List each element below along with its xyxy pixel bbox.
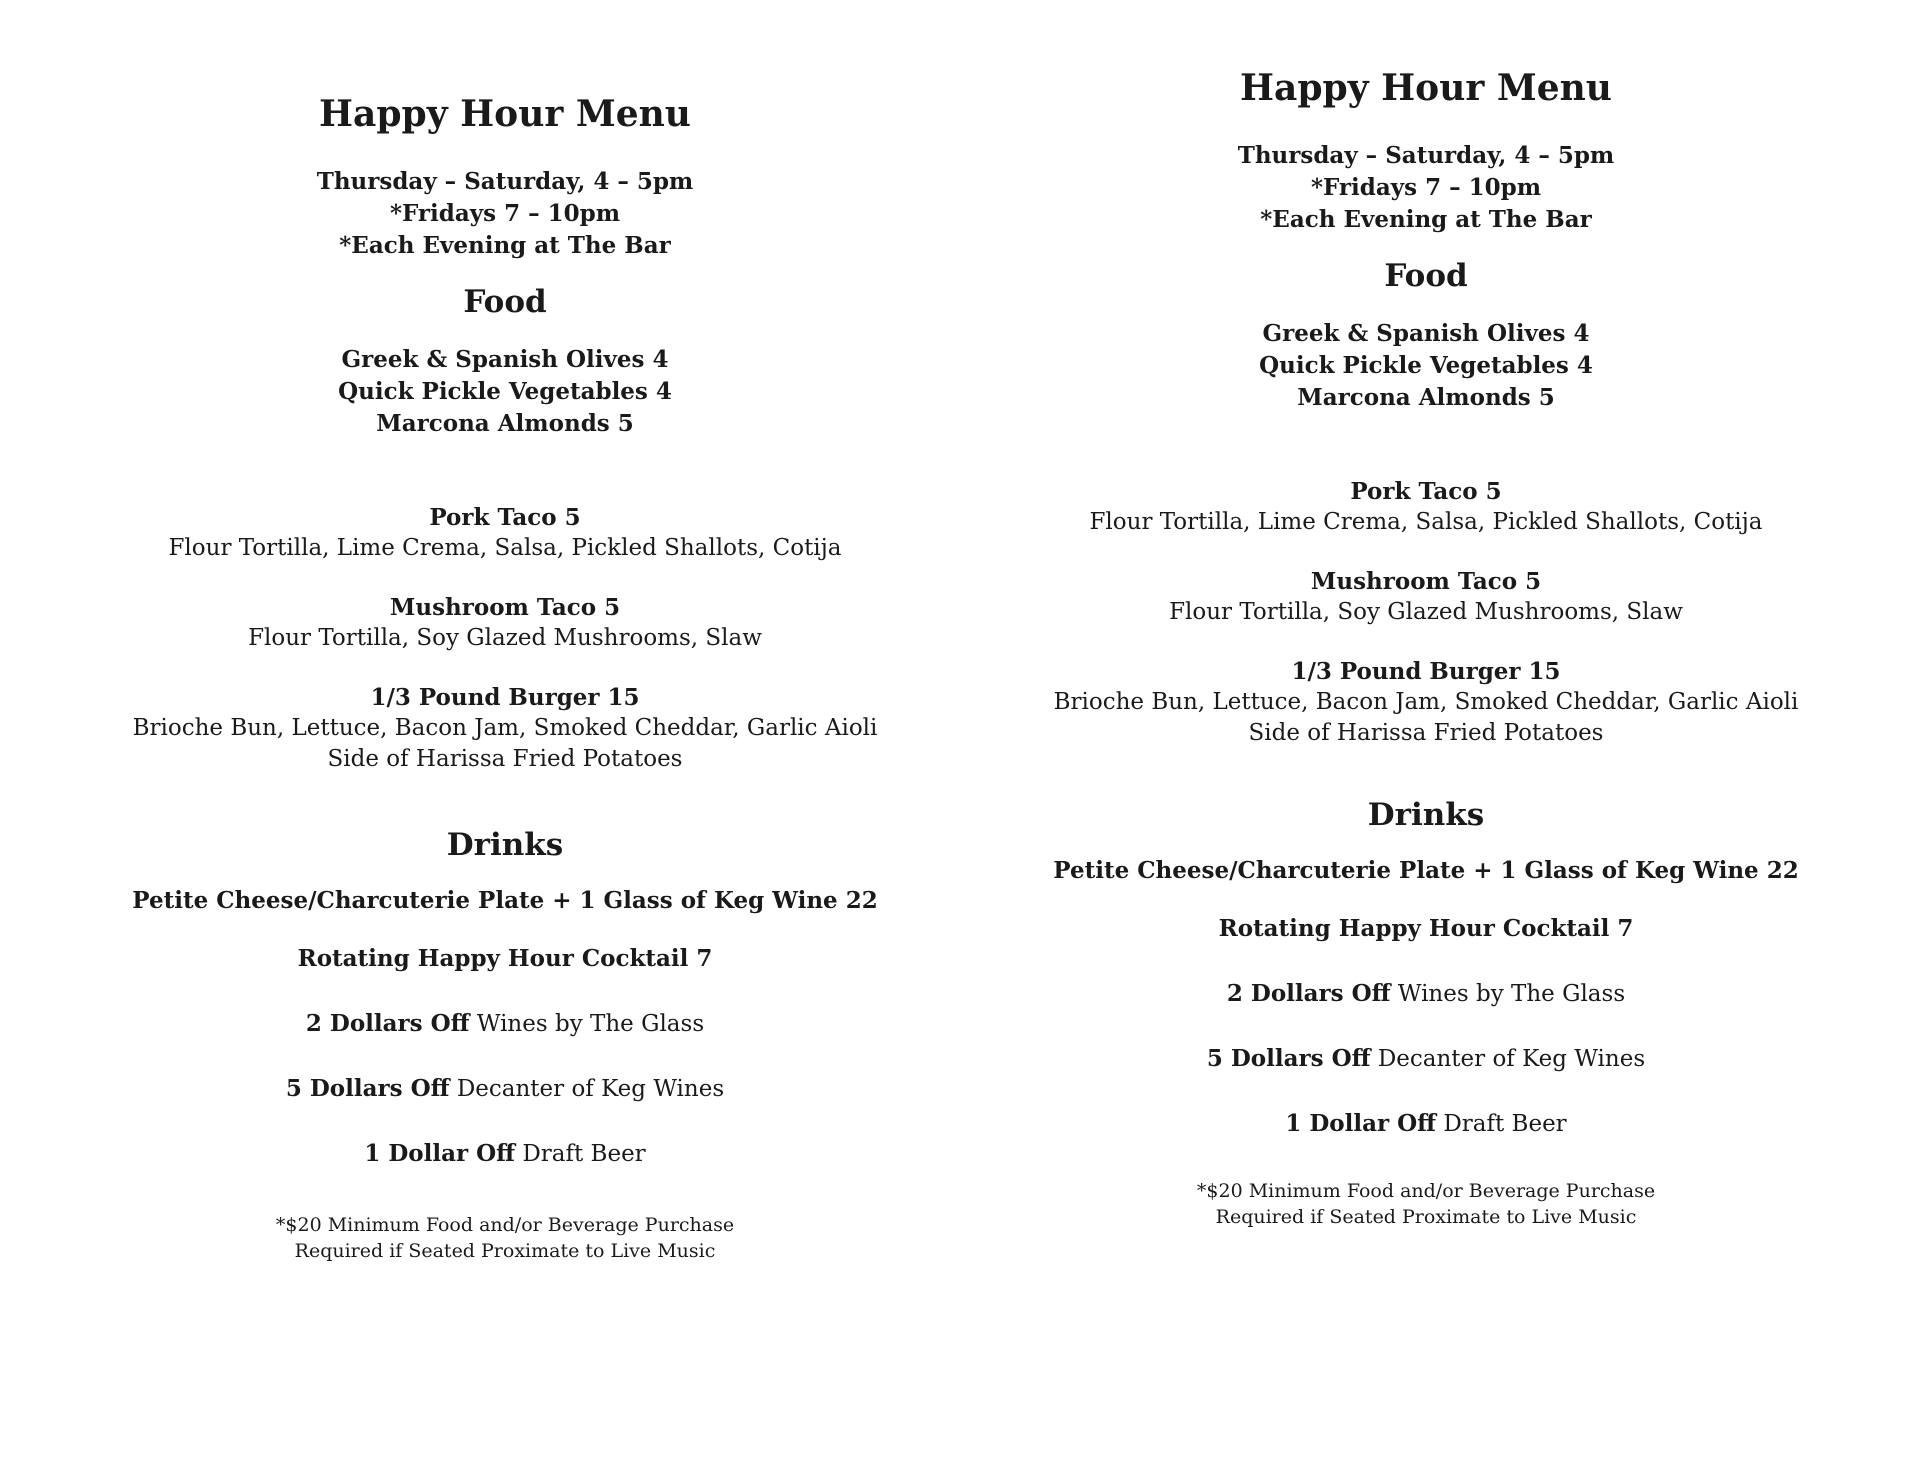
drink-item-rest: Draft Beer <box>515 1141 646 1167</box>
drink-item-bold: Petite Cheese/Charcuterie Plate + 1 Glass of Keg Wine 22 <box>132 887 878 914</box>
drinks-heading: Drinks <box>1367 797 1485 833</box>
menu-item-burger <box>1046 656 1806 749</box>
drink-item-rest: Decanter of Keg Wines <box>449 1076 725 1102</box>
schedule-line: *Fridays 7 – 10pm <box>389 200 621 227</box>
drink-item-bold: 2 Dollars Off <box>1226 980 1391 1007</box>
item-description: Brioche Bun, Lettuce, Bacon Jam, Smoked Cheddar, Garlic Aioli <box>1053 689 1799 715</box>
item-description: Flour Tortilla, Lime Crema, Salsa, Pickled Shallots, Cotija <box>1089 509 1763 535</box>
fine-print <box>1046 1178 1806 1230</box>
menu-item-mushroom-taco <box>1046 566 1806 628</box>
drink-item <box>125 943 885 975</box>
menu-item-pork-taco <box>1046 476 1806 538</box>
menu-item-pork-taco <box>125 502 885 564</box>
drink-item <box>125 885 885 917</box>
schedule-line: *Fridays 7 – 10pm <box>1310 174 1542 201</box>
snack-list <box>1046 318 1806 414</box>
schedule <box>125 166 885 262</box>
drink-item-bold: Rotating Happy Hour Cocktail 7 <box>297 945 713 972</box>
drink-item-rest: Wines by The Glass <box>469 1011 705 1037</box>
fine-print-line: Required if Seated Proximate to Live Music <box>294 1240 716 1262</box>
schedule-line: *Each Evening at The Bar <box>339 232 671 259</box>
menu-item-mushroom-taco <box>125 592 885 654</box>
item-name: Pork Taco 5 <box>429 504 581 531</box>
menu-title: Happy Hour Menu <box>319 93 691 135</box>
menu-item-burger <box>125 682 885 775</box>
snack-item: Greek & Spanish Olives 4 <box>1262 320 1590 347</box>
schedule-line: Thursday – Saturday, 4 – 5pm <box>1237 142 1615 169</box>
item-description: Side of Harissa Fried Potatoes <box>327 746 683 772</box>
drink-item <box>1046 978 1806 1010</box>
item-name: 1/3 Pound Burger 15 <box>1291 658 1561 685</box>
schedule <box>1046 140 1806 236</box>
item-name: Pork Taco 5 <box>1350 478 1502 505</box>
item-description: Flour Tortilla, Soy Glazed Mushrooms, Slaw <box>248 625 762 651</box>
item-description: Flour Tortilla, Soy Glazed Mushrooms, Slaw <box>1169 599 1683 625</box>
drink-item <box>1046 1108 1806 1140</box>
drink-item-bold: 1 Dollar Off <box>1285 1110 1437 1137</box>
item-name: 1/3 Pound Burger 15 <box>370 684 640 711</box>
fine-print-line: *$20 Minimum Food and/or Beverage Purchase <box>1196 1180 1656 1202</box>
drink-item-rest: Decanter of Keg Wines <box>1370 1046 1646 1072</box>
menu-page-right <box>1046 62 1806 1230</box>
drink-item-bold: Petite Cheese/Charcuterie Plate + 1 Glass of Keg Wine 22 <box>1053 857 1799 884</box>
drink-item <box>1046 913 1806 945</box>
drink-item <box>1046 1043 1806 1075</box>
item-name: Mushroom Taco 5 <box>389 594 621 621</box>
fine-print-line: *$20 Minimum Food and/or Beverage Purchase <box>275 1214 735 1236</box>
snack-item: Quick Pickle Vegetables 4 <box>1259 352 1593 379</box>
snack-list <box>125 344 885 440</box>
schedule-line: *Each Evening at The Bar <box>1260 206 1592 233</box>
menu-page-left <box>125 88 885 1264</box>
menu-title: Happy Hour Menu <box>1240 67 1612 109</box>
item-description: Brioche Bun, Lettuce, Bacon Jam, Smoked Cheddar, Garlic Aioli <box>132 715 878 741</box>
item-description: Side of Harissa Fried Potatoes <box>1248 720 1604 746</box>
drink-item <box>125 1138 885 1170</box>
drink-item-rest: Draft Beer <box>1436 1111 1567 1137</box>
drink-item <box>1046 855 1806 887</box>
drink-item <box>125 1073 885 1105</box>
item-name: Mushroom Taco 5 <box>1310 568 1542 595</box>
snack-item: Marcona Almonds 5 <box>376 410 634 437</box>
drink-item-bold: 5 Dollars Off <box>285 1075 450 1102</box>
schedule-line: Thursday – Saturday, 4 – 5pm <box>316 168 694 195</box>
snack-item: Marcona Almonds 5 <box>1297 384 1555 411</box>
drink-item-bold: 1 Dollar Off <box>364 1140 516 1167</box>
fine-print <box>125 1212 885 1264</box>
snack-item: Quick Pickle Vegetables 4 <box>338 378 672 405</box>
drink-item <box>125 1008 885 1040</box>
drinks-heading: Drinks <box>446 827 564 863</box>
fine-print-line: Required if Seated Proximate to Live Music <box>1215 1206 1637 1228</box>
drink-item-bold: 2 Dollars Off <box>305 1010 470 1037</box>
item-description: Flour Tortilla, Lime Crema, Salsa, Pickled Shallots, Cotija <box>168 535 842 561</box>
food-heading: Food <box>1384 258 1468 294</box>
drink-item-rest: Wines by The Glass <box>1390 981 1626 1007</box>
food-heading: Food <box>463 284 547 320</box>
drink-item-bold: 5 Dollars Off <box>1206 1045 1371 1072</box>
snack-item: Greek & Spanish Olives 4 <box>341 346 669 373</box>
drink-item-bold: Rotating Happy Hour Cocktail 7 <box>1218 915 1634 942</box>
